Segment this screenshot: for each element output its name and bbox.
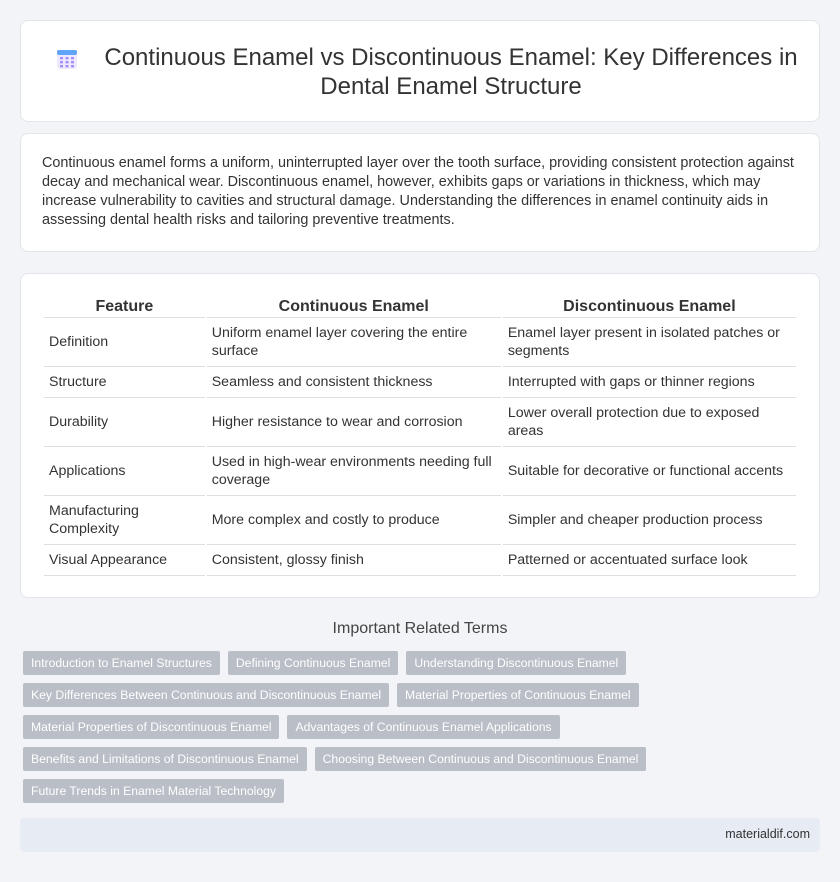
column-header-continuous: Continuous Enamel xyxy=(207,296,501,318)
related-term-tag[interactable]: Key Differences Between Continuous and Discontinuous Enamel xyxy=(23,683,389,707)
related-terms-heading: Important Related Terms xyxy=(332,620,508,637)
related-term-tag[interactable]: Material Properties of Discontinuous Enamel xyxy=(23,715,279,739)
table-cell-feature: Applications xyxy=(44,447,205,496)
page-title: Continuous Enamel vs Discontinuous Enamel: Key Differences in Dental Enamel Structure xyxy=(104,44,798,100)
table-row xyxy=(44,545,796,576)
comparison-table-card xyxy=(20,273,820,598)
table-row xyxy=(44,398,796,447)
table-row xyxy=(44,447,796,496)
table-cell-discontinuous: Interrupted with gaps or thinner regions xyxy=(503,367,796,398)
table-cell-continuous: Seamless and consistent thickness xyxy=(207,367,501,398)
related-term-tag[interactable]: Advantages of Continuous Enamel Applications xyxy=(287,715,559,739)
table-row xyxy=(44,318,796,367)
footer xyxy=(20,818,820,852)
related-term-tag[interactable]: Introduction to Enamel Structures xyxy=(23,651,220,675)
related-term-tag[interactable]: Choosing Between Continuous and Discontinuous Enamel xyxy=(315,747,647,771)
table-cell-continuous: More complex and costly to produce xyxy=(207,496,501,545)
table-cell-continuous: Used in high-wear environments needing full coverage xyxy=(207,447,501,496)
table-cell-discontinuous: Suitable for decorative or functional accents xyxy=(503,447,796,496)
related-term-tag[interactable]: Defining Continuous Enamel xyxy=(228,651,398,675)
intro-card xyxy=(20,133,820,252)
related-term-tag[interactable]: Future Trends in Enamel Material Technology xyxy=(23,779,284,803)
table-cell-feature: Definition xyxy=(44,318,205,367)
table-cell-continuous: Higher resistance to wear and corrosion xyxy=(207,398,501,447)
table-row xyxy=(44,496,796,545)
table-cell-feature: Structure xyxy=(44,367,205,398)
related-term-tag[interactable]: Understanding Discontinuous Enamel xyxy=(406,651,626,675)
table-cell-feature: Durability xyxy=(44,398,205,447)
footer-site-link[interactable]: materialdif.com xyxy=(725,827,810,841)
table-row xyxy=(44,367,796,398)
table-cell-discontinuous: Simpler and cheaper production process xyxy=(503,496,796,545)
column-header-discontinuous: Discontinuous Enamel xyxy=(503,296,796,318)
table-cell-continuous: Uniform enamel layer covering the entire surface xyxy=(207,318,501,367)
table-cell-discontinuous: Enamel layer present in isolated patches or segments xyxy=(503,318,796,367)
related-term-tag[interactable]: Benefits and Limitations of Discontinuous Enamel xyxy=(23,747,307,771)
column-header-feature: Feature xyxy=(44,296,205,318)
table-cell-discontinuous: Patterned or accentuated surface look xyxy=(503,545,796,576)
table-header-row xyxy=(44,296,796,318)
table-cell-feature: Visual Appearance xyxy=(44,545,205,576)
table-cell-discontinuous: Lower overall protection due to exposed areas xyxy=(503,398,796,447)
related-term-tag[interactable]: Material Properties of Continuous Enamel xyxy=(397,683,639,707)
comparison-table xyxy=(42,296,798,576)
intro-paragraph: Continuous enamel forms a uniform, uninterrupted layer over the tooth surface, providing consistent protection against decay and mechanical wear. Discontinuous enamel, however, exhibits gaps or variations in thickness, which may increase vulnerability to cavities and structural damage. Understanding the differences in enamel continuity aids in assessing dental health risks and tailoring preventive treatments. xyxy=(42,155,794,228)
table-cell-feature: Manufacturing Complexity xyxy=(44,496,205,545)
title-card xyxy=(20,20,820,122)
related-terms-list xyxy=(23,651,813,811)
table-cell-continuous: Consistent, glossy finish xyxy=(207,545,501,576)
